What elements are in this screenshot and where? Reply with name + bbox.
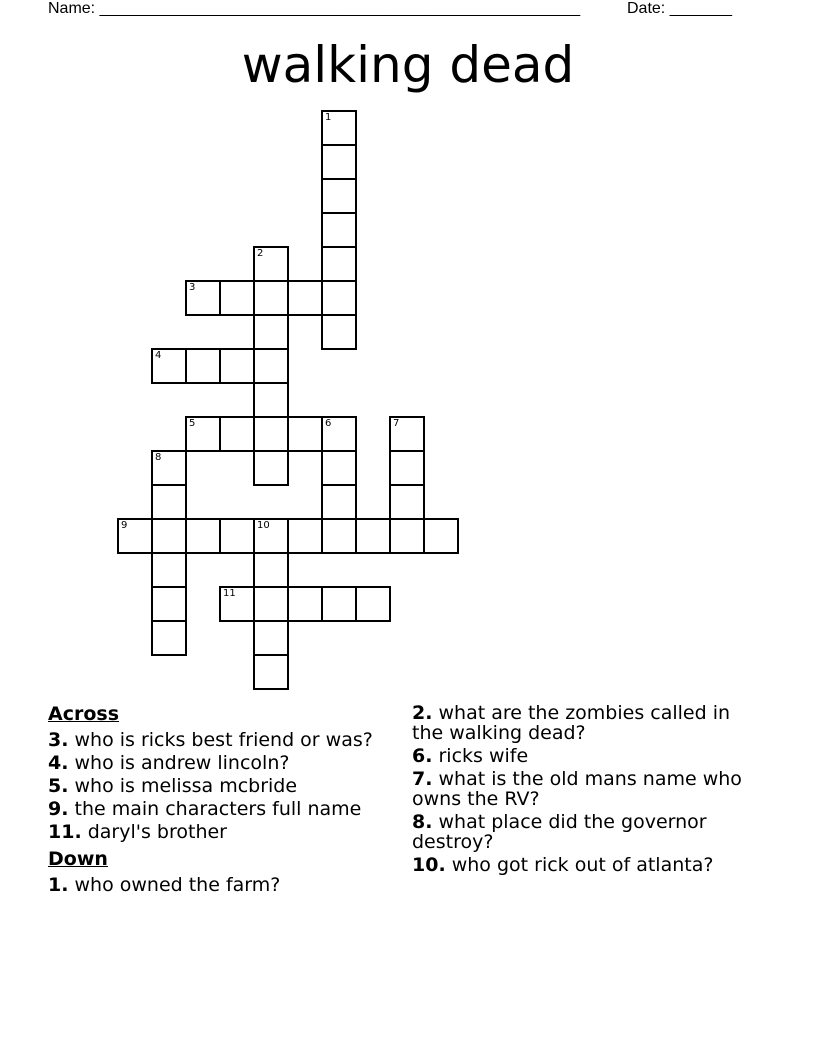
crossword-cell[interactable] [287, 416, 323, 452]
clue-number-label: 6 [325, 418, 332, 429]
clue-text: who got rick out of atlanta? [445, 854, 714, 876]
clue-number: 2. [412, 702, 433, 724]
crossword-cell[interactable] [321, 416, 357, 452]
clue-number-label: 2 [257, 248, 264, 259]
crossword-cell[interactable] [151, 586, 187, 622]
crossword-cell[interactable] [151, 552, 187, 588]
across-heading: Across [48, 703, 120, 725]
clue-number-label: 3 [189, 282, 196, 293]
crossword-cell[interactable] [185, 416, 221, 452]
clue-across-11 [48, 822, 378, 842]
crossword-cell[interactable] [389, 484, 425, 520]
clue-number: 8. [412, 811, 433, 833]
crossword-cell[interactable] [287, 280, 323, 316]
crossword-cell[interactable] [219, 348, 255, 384]
crossword-cell[interactable] [185, 518, 221, 554]
crossword-cell[interactable] [185, 280, 221, 316]
clue-down-8 [412, 812, 742, 852]
crossword-cell[interactable] [253, 654, 289, 690]
crossword-cell[interactable] [253, 280, 289, 316]
crossword-cell[interactable] [321, 212, 357, 248]
clue-number-label: 10 [257, 520, 270, 531]
clue-down-1 [48, 875, 378, 895]
clue-number-label: 4 [155, 350, 162, 361]
crossword-cell[interactable] [355, 586, 391, 622]
clue-number-label: 9 [121, 520, 128, 531]
crossword-cell[interactable] [389, 416, 425, 452]
crossword-cell[interactable] [117, 518, 153, 554]
crossword-cell[interactable] [321, 144, 357, 180]
clue-number-label: 11 [223, 588, 236, 599]
clue-number: 11. [48, 821, 82, 843]
clue-number-label: 5 [189, 418, 196, 429]
crossword-cell[interactable] [287, 518, 323, 554]
crossword-cell[interactable] [321, 110, 357, 146]
clue-number: 5. [48, 775, 69, 797]
clues-right-column [412, 703, 742, 878]
clue-number-label: 1 [325, 112, 332, 123]
clue-text: who is ricks best friend or was? [68, 729, 373, 751]
clue-across-9 [48, 799, 378, 819]
date-field: Date: _______ [627, 0, 732, 17]
clue-text: who owned the farm? [68, 874, 281, 896]
clue-number: 10. [412, 854, 446, 876]
crossword-cell[interactable] [253, 416, 289, 452]
clue-number: 4. [48, 752, 69, 774]
clue-down-7 [412, 769, 742, 809]
crossword-cell[interactable] [253, 450, 289, 486]
crossword-cell[interactable] [219, 518, 255, 554]
clue-number-label: 8 [155, 452, 162, 463]
crossword-cell[interactable] [321, 178, 357, 214]
crossword-cell[interactable] [219, 416, 255, 452]
crossword-cell[interactable] [321, 280, 357, 316]
clue-across-5 [48, 776, 378, 796]
clues-left-column [48, 703, 378, 898]
clue-text: ricks wife [432, 745, 529, 767]
page-title: walking dead [241, 36, 575, 94]
clue-text: who is andrew lincoln? [68, 752, 290, 774]
crossword-cell[interactable] [219, 280, 255, 316]
crossword-cell[interactable] [389, 518, 425, 554]
clue-number: 7. [412, 768, 433, 790]
clue-down-2 [412, 703, 742, 743]
clue-text: what is the old mans name who owns the RV? [412, 768, 742, 810]
crossword-cell[interactable] [253, 518, 289, 554]
clue-number: 6. [412, 745, 433, 767]
clue-text: what place did the governor destroy? [412, 811, 707, 853]
crossword-cell[interactable] [185, 348, 221, 384]
clue-down-6 [412, 746, 742, 766]
clue-number: 9. [48, 798, 69, 820]
crossword-cell[interactable] [321, 484, 357, 520]
crossword-cell[interactable] [321, 586, 357, 622]
crossword-cell[interactable] [151, 348, 187, 384]
crossword-cell[interactable] [287, 586, 323, 622]
clue-number: 1. [48, 874, 69, 896]
crossword-cell[interactable] [253, 246, 289, 282]
crossword-cell[interactable] [423, 518, 459, 554]
crossword-cell[interactable] [151, 518, 187, 554]
crossword-cell[interactable] [253, 552, 289, 588]
clue-text: daryl's brother [81, 821, 227, 843]
crossword-cell[interactable] [321, 450, 357, 486]
clue-text: what are the zombies called in the walking dead? [412, 702, 731, 744]
name-field: Name: ______________________________________________________ [48, 0, 581, 17]
crossword-cell[interactable] [321, 246, 357, 282]
crossword-cell[interactable] [321, 518, 357, 554]
crossword-cell[interactable] [253, 382, 289, 418]
crossword-cell[interactable] [321, 314, 357, 350]
down-heading: Down [48, 848, 108, 870]
crossword-cell[interactable] [355, 518, 391, 554]
clue-across-4 [48, 753, 378, 773]
crossword-cell[interactable] [253, 620, 289, 656]
clue-number: 3. [48, 729, 69, 751]
crossword-cell[interactable] [151, 484, 187, 520]
clue-text: who is melissa mcbride [68, 775, 298, 797]
clue-down-10 [412, 855, 742, 875]
crossword-cell[interactable] [253, 314, 289, 350]
crossword-cell[interactable] [253, 586, 289, 622]
clue-text: the main characters full name [68, 798, 362, 820]
crossword-cell[interactable] [151, 620, 187, 656]
crossword-cell[interactable] [253, 348, 289, 384]
clue-across-3 [48, 730, 378, 750]
clue-number-label: 7 [393, 418, 400, 429]
crossword-cell[interactable] [151, 450, 187, 486]
crossword-cell[interactable] [219, 586, 255, 622]
crossword-cell[interactable] [389, 450, 425, 486]
